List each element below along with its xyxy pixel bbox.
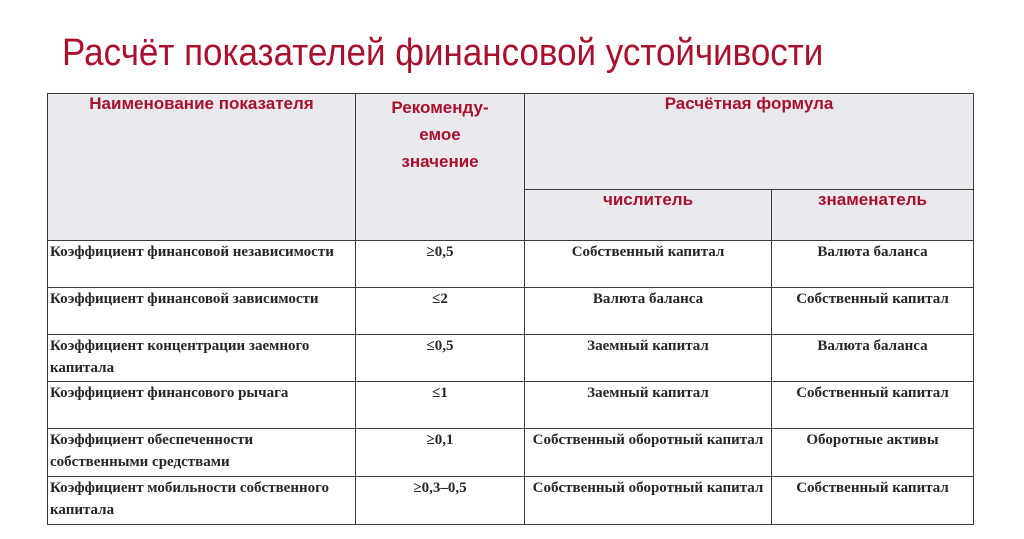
recommended-value: ≤1 bbox=[356, 382, 525, 429]
table-row bbox=[48, 241, 974, 288]
recommended-value: ≥0,3–0,5 bbox=[356, 477, 525, 525]
header-recommended-line-1: Рекоменду- bbox=[391, 98, 489, 117]
page-title: Расчёт показателей финансовой устойчивости bbox=[62, 32, 824, 74]
formula-denominator: Валюта баланса bbox=[772, 241, 974, 288]
header-recommended-line-2: емое bbox=[419, 125, 461, 144]
recommended-value: ≤0,5 bbox=[356, 335, 525, 382]
table-row bbox=[48, 382, 974, 429]
recommended-value: ≥0,1 bbox=[356, 429, 525, 477]
formula-numerator: Заемный капитал bbox=[525, 382, 772, 429]
indicator-name: Коэффициент обеспеченности собственными средствами bbox=[48, 429, 356, 477]
header-formula: Расчётная формула bbox=[525, 94, 974, 190]
formula-denominator: Собственный капитал bbox=[772, 288, 974, 335]
indicator-name: Коэффициент финансового рычага bbox=[48, 382, 356, 429]
header-indicator-name: Наименование показателя bbox=[48, 94, 356, 241]
indicator-name: Коэффициент концентрации заемного капитала bbox=[48, 335, 356, 382]
formula-numerator: Заемный капитал bbox=[525, 335, 772, 382]
table-row bbox=[48, 477, 974, 525]
table-row bbox=[48, 335, 974, 382]
financial-stability-table bbox=[47, 93, 974, 525]
header-denominator: знаменатель bbox=[772, 190, 974, 241]
table-row bbox=[48, 288, 974, 335]
formula-denominator: Валюта баланса bbox=[772, 335, 974, 382]
table-row bbox=[48, 429, 974, 477]
formula-numerator: Валюта баланса bbox=[525, 288, 772, 335]
formula-numerator: Собственный оборотный капитал bbox=[525, 429, 772, 477]
formula-denominator: Оборотные активы bbox=[772, 429, 974, 477]
recommended-value: ≥0,5 bbox=[356, 241, 525, 288]
formula-denominator: Собственный капитал bbox=[772, 477, 974, 525]
header-recommended-line-3: значение bbox=[401, 152, 479, 171]
indicator-name: Коэффициент финансовой независимости bbox=[48, 241, 356, 288]
formula-denominator: Собственный капитал bbox=[772, 382, 974, 429]
formula-numerator: Собственный капитал bbox=[525, 241, 772, 288]
indicator-name: Коэффициент финансовой зависимости bbox=[48, 288, 356, 335]
header-numerator: числитель bbox=[525, 190, 772, 241]
recommended-value: ≤2 bbox=[356, 288, 525, 335]
header-recommended-value bbox=[356, 94, 525, 241]
indicator-name: Коэффициент мобильности собственного капитала bbox=[48, 477, 356, 525]
formula-numerator: Собственный оборотный капитал bbox=[525, 477, 772, 525]
